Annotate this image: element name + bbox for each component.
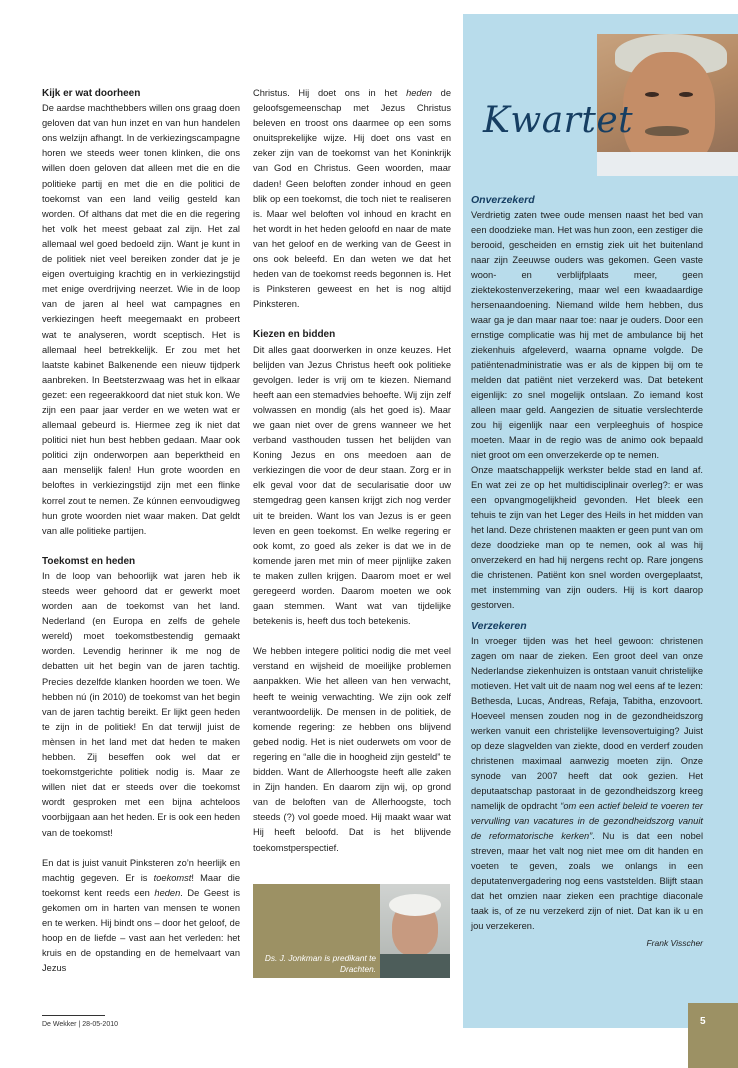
paragraph: Onze maatschappelijk werkster belde stad en land af. En wat zei ze op het multidisciplinair overleg?: er was een opvangmogelijkheid gevonden. Het bleek een tehuis te zijn van het Leger des Heils in het midden van het land. Deze christenen maakten er geen punt van om deze doodzieke man op te nemen, ook al was hij onverzekerd en had hij nergens recht op. Rare jongens die christenen. Patiënt kon snel worden overgeplaatst, met instemming van zijn ouders. Hij is kort daarop gestorven. bbox=[471, 465, 703, 611]
paragraph: In vroeger tijden was het heel gewoon: christenen zagen om naar de zieken. Een groot deel van onze Nederlandse ziekenhuizen is ontstaan vanuit christelijke motieven. Het valt uit de naam nog wel eens af te lezen: Bethesda, Lucas, Andreas, Refaja, Tabitha, enzovoort. Hoeveel mensen zouden nog in de gezondheidszorg werken vanuit een christelijke levensovertuiging? Juist op deze slagvelden van ziekte, dood en verderf zouden christenen maximaal aanwezig moeten zijn. Onze synode van 2007 heeft dat ook gezien. Het deputaatschap pastoraat in de gezondheidszorg kreeg namelijk de opdracht “om een actief beleid te voeren ter vervulling van vacatures in de gezondheidszorg vanuit de reformatorische kerken”. Nu is dat een nobel streven, maar het valt nog niet mee om dit handen en voeten te geven, zoals we onlangs in een deputatenvergadering nog eens vaststelden. Blijft staan dat het omzien naar zieken een prachtige diaconale taak is, of ze nu verzekerd zijn of niet. Dat kan ik u en jou verzekeren. bbox=[471, 636, 704, 932]
section-heading: Toekomst en heden bbox=[42, 555, 136, 567]
footer-divider bbox=[42, 1015, 105, 1016]
page-number-box bbox=[688, 1003, 738, 1068]
sidebar-author: Frank Visscher bbox=[646, 938, 703, 949]
sidebar-heading: Onverzekerd bbox=[471, 194, 535, 206]
paragraph: Verdrietig zaten twee oude mensen naast het bed van een doodzieke man. Het was hun zoon, een zestiger die berooid, gescheiden en ernstig ziek uit het buitenland naar zijn Zeeuwse ouders was gekomen. Geen vaste woon- en verblijfplaats meer, geen ziektekostenverzekering, maar wel een kwaadaardige hersenaandoening. Niemand wilde hem hebben, dus waar ga je dan maar naar toe: naar je ouders. Door een ernstige complicatie was hij met de ambulance bij het ziekenhuis afgeleverd, waarna opname volgde. De patiëntenadministratie was er als de kippen bij om te melden dat patiënt niet verzekerd was. Dat betekent eigenlijk: zo snel mogelijk ontslaan. Zo iemand kost alleen maar geld. Aangezien de situatie verslechterde zou hij eigenlijk naar een verpleeghuis of hospice moeten. Maar in de regio was de animo ook bepaald niet groot om een onverzekerde op te nemen. bbox=[471, 210, 703, 461]
paragraph: Dit alles gaat doorwerken in onze keuzes. Het belijden van Jezus Christus heeft ook politieke gevolgen. Ieder is vrij om te kiezen. Niemand heeft aan een stemadvies behoefte. Wij zijn zelf volwassen en mondig (als het goed is). Maar we gaan niet over de grens wanneer we het verband vasthouden tussen het belijden van Koning Jezus en ons meedoen aan de verkiezingen die voor de deur staan. Zorg er in elk geval voor dat de secularisatie door uw stemgedrag geen kansen krijgt zich nog verder uit te breiden. Want los van Jezus is er geen leven en geen toekomst. En welke regering er ook komt, zo goed als zeker is dat we in de komende jaren met min of meer pijnlijke zaken te maken zullen krijgen. Daarom moet er wel geregeerd worden. Daarom moeten we ook gaan stemmen. Want wat van tijdelijke betekenis is, heeft dus toch betekenis. bbox=[253, 344, 451, 627]
column-title: Kwartet bbox=[483, 100, 634, 141]
footer-publication: De Wekker | 28-05-2010 bbox=[42, 1021, 119, 1028]
section-heading: Kiezen en bidden bbox=[253, 329, 336, 341]
article-column-1 bbox=[42, 86, 240, 976]
paragraph: De aardse machthebbers willen ons graag doen geloven dat van hun inzet en van hun handelen ons welzijn afhangt. In de verkiezingscampagne horen we steeds weer tonen klinken, die ons willen doen geloven dat alleen met die en die politieke partij en met die en die politici de toekomst van een land veilig gesteld kan worden. Of althans dat met die en die regering het volk het meest gebaat zal zijn. Het zal allemaal wel goed bedoeld zijn. Want je kunt in de politiek niet veel bereiken zonder dat je je eigen overtuiging krachtig en in verkiezingstijd met enige overdrijving neerzet. Wie in de loop van de jaren al heel wat campagnes en verkiezingen heeft meegemaakt en probeert wat te analyseren, wordt sceptisch. Het is allemaal heel betrekkelijk. Er zou met het laatste kabinet Balkenende een nieuw tijdperk aanbreken. In Beetsterzwaag was het in elkaar gezet: een regeerakkoord dat niet stuk kon. We zijn een paar jaar verder en we weten wat er allemaal gebeurd is. Hiermee zeg ik niet dat politici niet hun best hebben gedaan. Maar ook politici zijn onderworpen aan beperktheid en aan menselijk falen! Hun grote woorden en beloftes in verkiezingstijd zijn met een flinke korrel zout te nemen. Ze kúnnen eenvoudigweg hun grote woorden niet waar maken. Dat geldt van alle politieke partijen. bbox=[42, 103, 240, 536]
page-number: 5 bbox=[700, 1016, 706, 1027]
sidebar-text-column bbox=[471, 193, 703, 951]
paragraph: In de loop van behoorlijk wat jaren heb ik steeds weer gehoord dat er gewerkt moet worden aan de toekomst van het land. Nederland (en Europa en zelfs de gehele wereld) moet toekomstbestendig gemaakt worden. Levendig herinner ik me nog de debatten uit het begin van de jaren tachtig. Precies dezelfde klanken hoorden we toen. We hebben nú (in 2010) de toekomst van het begin van de jaren tachtig bereikt. Er lijkt geen heden te zijn in de politiek! En dat terwijl juist de mènsen in het land met dat heden te maken hebben. Zij beseffen ook wel dat er toekomstgerichte politiek nodig is. Maar ze willen niet dat er steeds over die toekomst wordt gesproken met een bijna achteloos voorbijgaan aan het heden. Er is ook een heden van de toekomst! bbox=[42, 570, 240, 838]
section-heading: Kijk er wat doorheen bbox=[42, 88, 141, 99]
paragraph: We hebben integere politici nodig die met veel verstand en wijsheid de moeilijke problemen aanpakken. Wie het alleen van hen verwacht, heeft te weinig verwachting. We zijn ook zelf verantwoordelijk. De mensen in de politiek, de komende regering: ze hebben ons blijvend gebed nodig. Het is niet ouderwets om voor de regering en “alle die in hoogheid zijn gesteld” te bidden. Want de Allerhoogste heeft alle zaken in Zijn handen. En daarom zijn wij, op grond van de beloften van de Allerhoogste, toch steeds (?) vol goede moed. Hij maakt waar wat Hij heeft beloofd. Dat is het blijvende toekomstperspectief. bbox=[253, 646, 451, 853]
paragraph: Christus. Hij doet ons in het heden de geloofsgemeenschap met Jezus Christus beleven en troost ons daarmee op een soms onuitsprekelijke wijze. Hij doet ons vast en zeker zijn van de toekomst van het Koninkrijk van God en Christus. Geen woorden, maar daden! Geen beloften zonder inhoud en geen blik op een toekomst, die toch niet te realiseren is. Maar wel beloften vol inhoud en kracht en het wordt in het heden geloofd en naar de mate van het geloof en de werking van de Geest in ons ook beleefd. En dan weten we dat het heden van de toekomst reeds begonnen is. Het is Pinksteren geweest en het is nog altijd Pinksteren. bbox=[253, 88, 451, 310]
article-column-2 bbox=[253, 86, 451, 871]
author-bio-caption: Ds. J. Jonkman is predikant te Drachten. bbox=[264, 953, 376, 974]
paragraph: En dat is juist vanuit Pinksteren zo’n heerlijk en machtig gegeven. Er is toekomst! Maar die toekomst kent reeds een heden. De Geest is gekomen om in harten van mensen te wonen en te werken. Hij bindt ons – door het geloof, de hoop en de liefde – vast aan het verleden: het kruis en de opstanding en de hemelvaart van Jezus bbox=[42, 857, 241, 974]
sidebar-heading: Verzekeren bbox=[471, 620, 527, 633]
author-photo bbox=[380, 884, 450, 978]
